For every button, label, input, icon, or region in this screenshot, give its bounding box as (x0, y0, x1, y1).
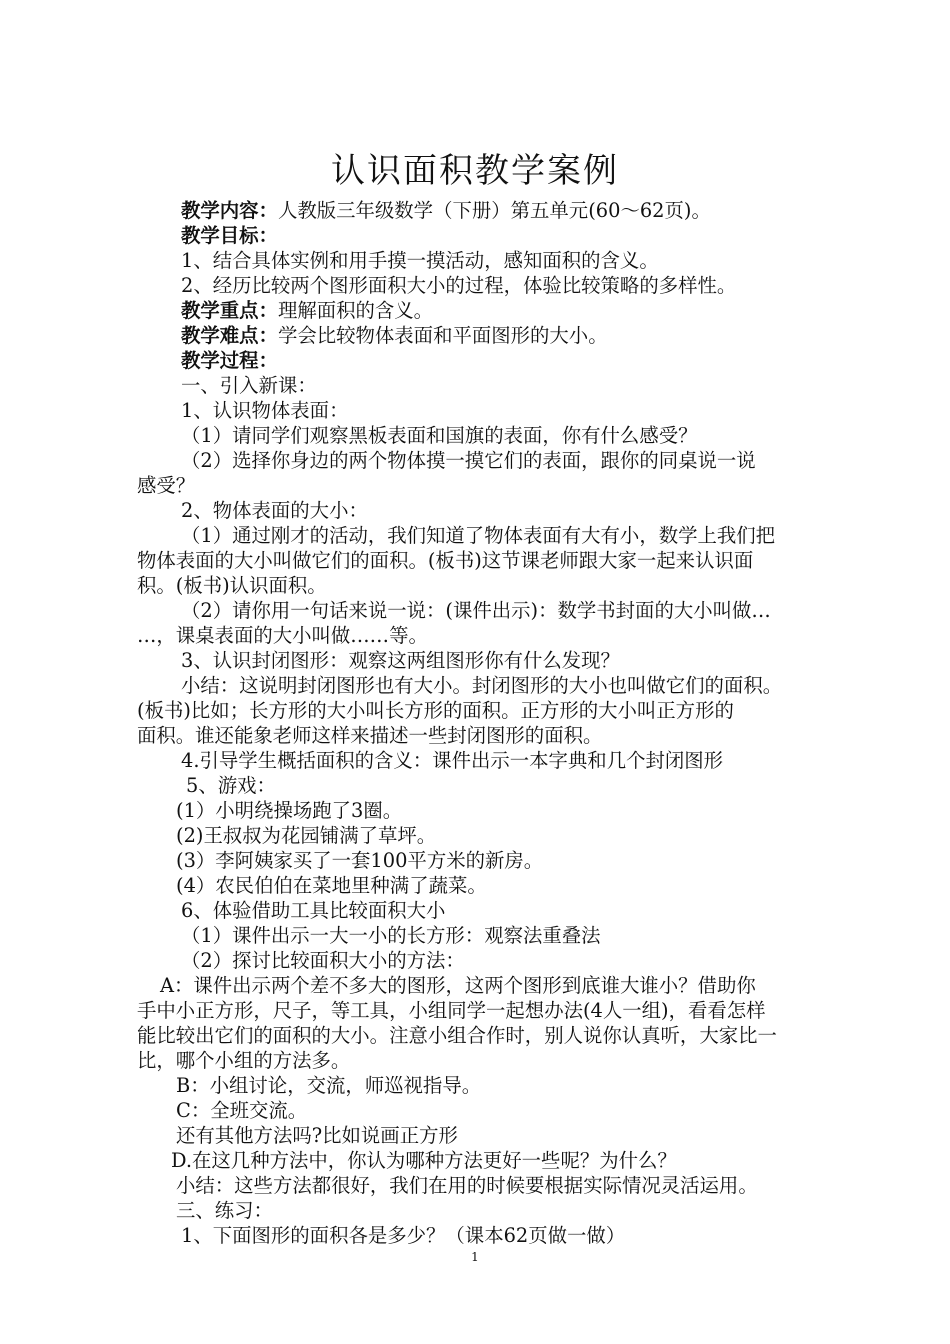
difficult-point-line (181, 323, 608, 348)
goal-item-1: 1、结合具体实例和用手摸一摸活动，感知面积的含义。 (181, 249, 659, 272)
paragraph-line: (板书)比如；长方形的大小叫长方形的面积。正方形的大小叫正方形的 (137, 699, 734, 722)
teaching-content-line (181, 198, 711, 223)
teaching-process-label: 教学过程： (181, 349, 278, 372)
key-point-label: 教学重点： (181, 299, 278, 322)
difficult-point-label: 教学难点： (181, 324, 278, 347)
paragraph-line: 1、下面图形的面积各是多少？（课本62页做一做） (181, 1224, 626, 1247)
paragraph-line: （1）课件出示一大一小的长方形：观察法重叠法 (181, 924, 601, 947)
paragraph-line: 感受？ (137, 474, 196, 497)
list-item: (3）李阿姨家买了一套100平方米的新房。 (176, 849, 544, 872)
paragraph-line: 3、认识封闭图形：观察这两组图形你有什么发现？ (181, 649, 620, 672)
paragraph-line: 手中小正方形，尺子，等工具，小组同学一起想办法(4人一组)，看看怎样 (137, 999, 766, 1022)
section-heading: 一、引入新课： (181, 374, 317, 397)
teaching-goal-label: 教学目标： (181, 224, 278, 247)
paragraph-line: 1、认识物体表面： (181, 399, 349, 422)
paragraph-line: 4.引导学生概括面积的含义：课件出示一本字典和几个封闭图形 (181, 749, 724, 772)
teaching-content-label: 教学内容： (181, 199, 278, 222)
list-item: (1）小明绕操场跑了3圈。 (176, 799, 403, 822)
paragraph-line: D.在这几种方法中，你认为哪种方法更好一些呢？为什么？ (171, 1149, 677, 1172)
paragraph-line: 6、体验借助工具比较面积大小 (181, 899, 446, 922)
paragraph-line: A：课件出示两个差不多大的图形，这两个图形到底谁大谁小？借助你 (160, 974, 756, 997)
paragraph-line: 面积。谁还能象老师这样来描述一些封闭图形的面积。 (137, 724, 603, 747)
page-number: 1 (471, 1250, 479, 1264)
paragraph-line: B：小组讨论，交流，师巡视指导。 (176, 1074, 482, 1097)
paragraph-line: （2）探讨比较面积大小的方法： (181, 949, 465, 972)
paragraph-line: 小结：这说明封闭图形也有大小。封闭图形的大小也叫做它们的面积。 (181, 674, 783, 697)
paragraph-line: 能比较出它们的面积的大小。注意小组合作时，别人说你认真听，大家比一 (137, 1024, 777, 1047)
paragraph-line: （2）请你用一句话来说一说：(课件出示)：数学书封面的大小叫做… (181, 599, 771, 622)
key-point-text: 理解面积的含义。 (277, 299, 434, 322)
paragraph-line: 5、游戏： (186, 774, 276, 797)
paragraph-line: （2）选择你身边的两个物体摸一摸它们的表面，跟你的同桌说一说 (181, 449, 756, 472)
key-point-line (181, 298, 433, 323)
paragraph-line: …，课桌表面的大小叫做……等。 (137, 624, 428, 647)
paragraph-line: 物体表面的大小叫做它们的面积。(板书)这节课老师跟大家一起来认识面 (137, 549, 754, 572)
section-heading: 三、练习： (176, 1199, 273, 1222)
paragraph-line: 小结：这些方法都很好，我们在用的时候要根据实际情况灵活运用。 (176, 1174, 758, 1197)
paragraph-line: 积。(板书)认识面积。 (137, 574, 327, 597)
paragraph-line: 2、物体表面的大小： (181, 499, 368, 522)
paragraph-line: C：全班交流。 (176, 1099, 308, 1122)
teaching-content-text: 人教版三年级数学（下册）第五单元(60～62页)。 (277, 199, 711, 222)
paragraph-line: （1）请同学们观察黑板表面和国旗的表面，你有什么感受？ (181, 424, 698, 447)
paragraph-line: 还有其他方法吗?比如说画正方形 (176, 1124, 458, 1147)
paragraph-line: （1）通过刚才的活动，我们知道了物体表面有大有小，数学上我们把 (181, 524, 776, 547)
difficult-point-text: 学会比较物体表面和平面图形的大小。 (277, 324, 608, 347)
list-item: (4）农民伯伯在菜地里种满了蔬菜。 (176, 874, 487, 897)
goal-item-2: 2、经历比较两个图形面积大小的过程，体验比较策略的多样性。 (181, 274, 737, 297)
list-item: (2)王叔叔为花园铺满了草坪。 (176, 824, 437, 847)
document-title: 认识面积教学案例 (331, 151, 619, 191)
paragraph-line: 比，哪个小组的方法多。 (137, 1049, 351, 1072)
